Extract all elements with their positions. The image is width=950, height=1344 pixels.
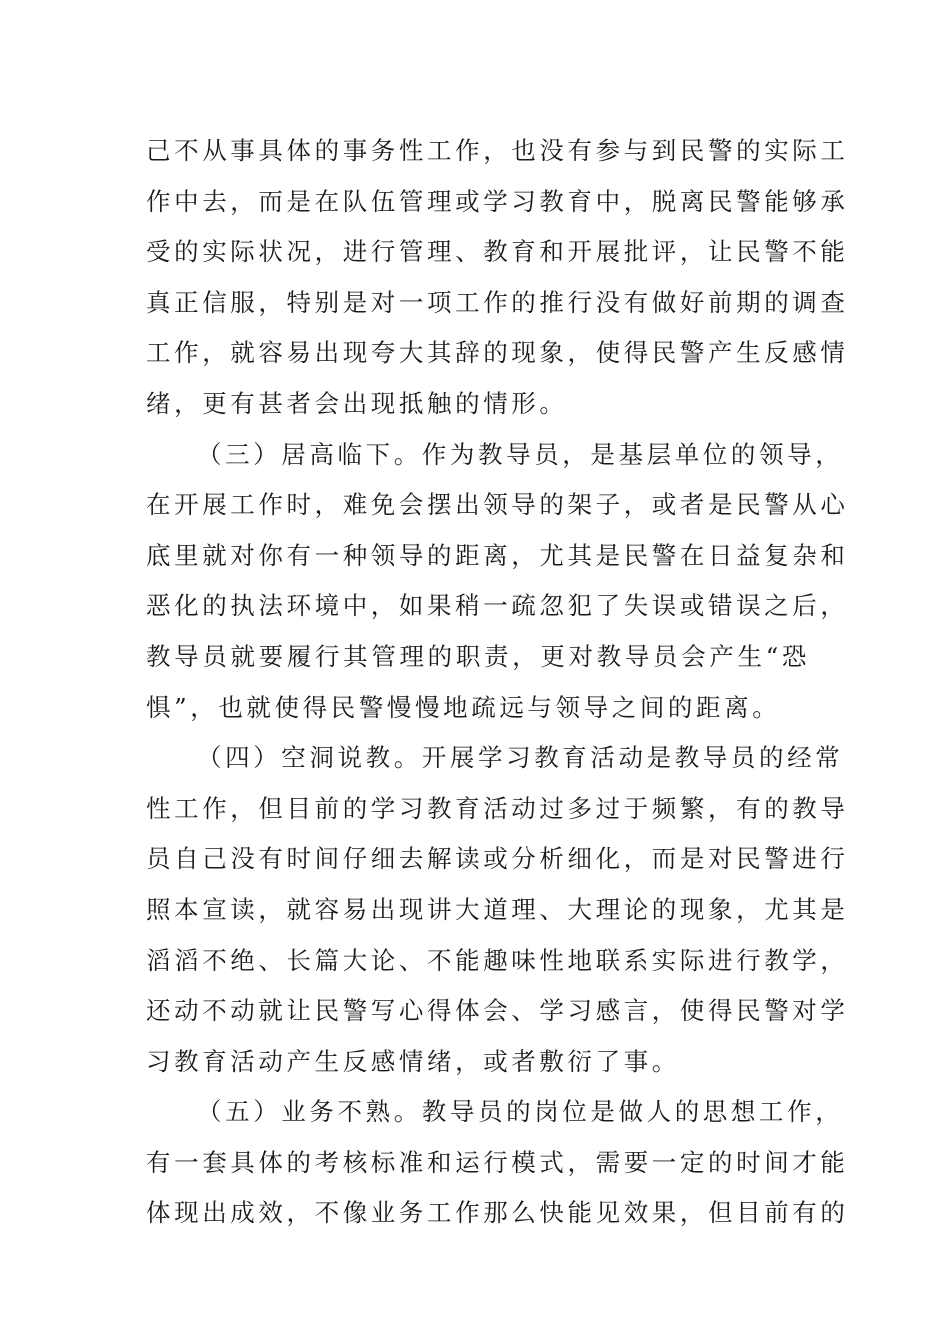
text-line: 底里就对你有一种领导的距离，尤其是民警在日益复杂和 xyxy=(146,540,849,570)
body-text xyxy=(146,126,849,1239)
text-line: 照本宣读，就容易出现讲大道理、大理论的现象，尤其是 xyxy=(146,894,849,924)
text-line: 还动不动就让民警写心得体会、学习感言，使得民警对学 xyxy=(146,996,849,1026)
text-line: 教导员就要履行其管理的职责，更对教导员会产生“恐 xyxy=(146,641,810,671)
text-line: 在开展工作时，难免会摆出领导的架子，或者是民警从心 xyxy=(146,490,849,520)
text-line: 体现出成效，不像业务工作那么快能见效果，但目前有的 xyxy=(146,1198,849,1228)
section-heading-line: （四）空洞说教。开展学习教育活动是教导员的经常 xyxy=(197,743,844,773)
text-line: 作中去，而是在队伍管理或学习教育中，脱离民警能够承 xyxy=(146,186,849,216)
text-line: 习教育活动产生反感情绪，或者敷衍了事。 xyxy=(146,1046,680,1076)
section-heading-line: （五）业务不熟。教导员的岗位是做人的思想工作， xyxy=(197,1097,844,1127)
text-line: 性工作，但目前的学习教育活动过多过于频繁，有的教导 xyxy=(146,793,849,823)
text-line: 绪，更有甚者会出现抵触的情形。 xyxy=(146,388,568,418)
section-heading-line: （三）居高临下。作为教导员，是基层单位的领导， xyxy=(197,439,844,469)
text-line: 己不从事具体的事务性工作，也没有参与到民警的实际工 xyxy=(146,136,849,165)
text-line: 滔滔不绝、长篇大论、不能趣味性地联系实际进行教学， xyxy=(146,945,849,975)
text-line: 惧”，也就使得民警慢慢地疏远与领导之间的距离。 xyxy=(146,692,781,722)
text-line: 员自己没有时间仔细去解读或分析细化，而是对民警进行 xyxy=(146,844,849,874)
text-line: 真正信服，特别是对一项工作的推行没有做好前期的调查 xyxy=(146,287,849,317)
text-line: 恶化的执法环境中，如果稍一疏忽犯了失误或错误之后， xyxy=(146,591,849,621)
text-line: 有一套具体的考核标准和运行模式，需要一定的时间才能 xyxy=(146,1147,849,1177)
text-line: 工作，就容易出现夸大其辞的现象，使得民警产生反感情 xyxy=(146,338,849,368)
text-line: 受的实际状况，进行管理、教育和开展批评，让民警不能 xyxy=(146,237,849,267)
